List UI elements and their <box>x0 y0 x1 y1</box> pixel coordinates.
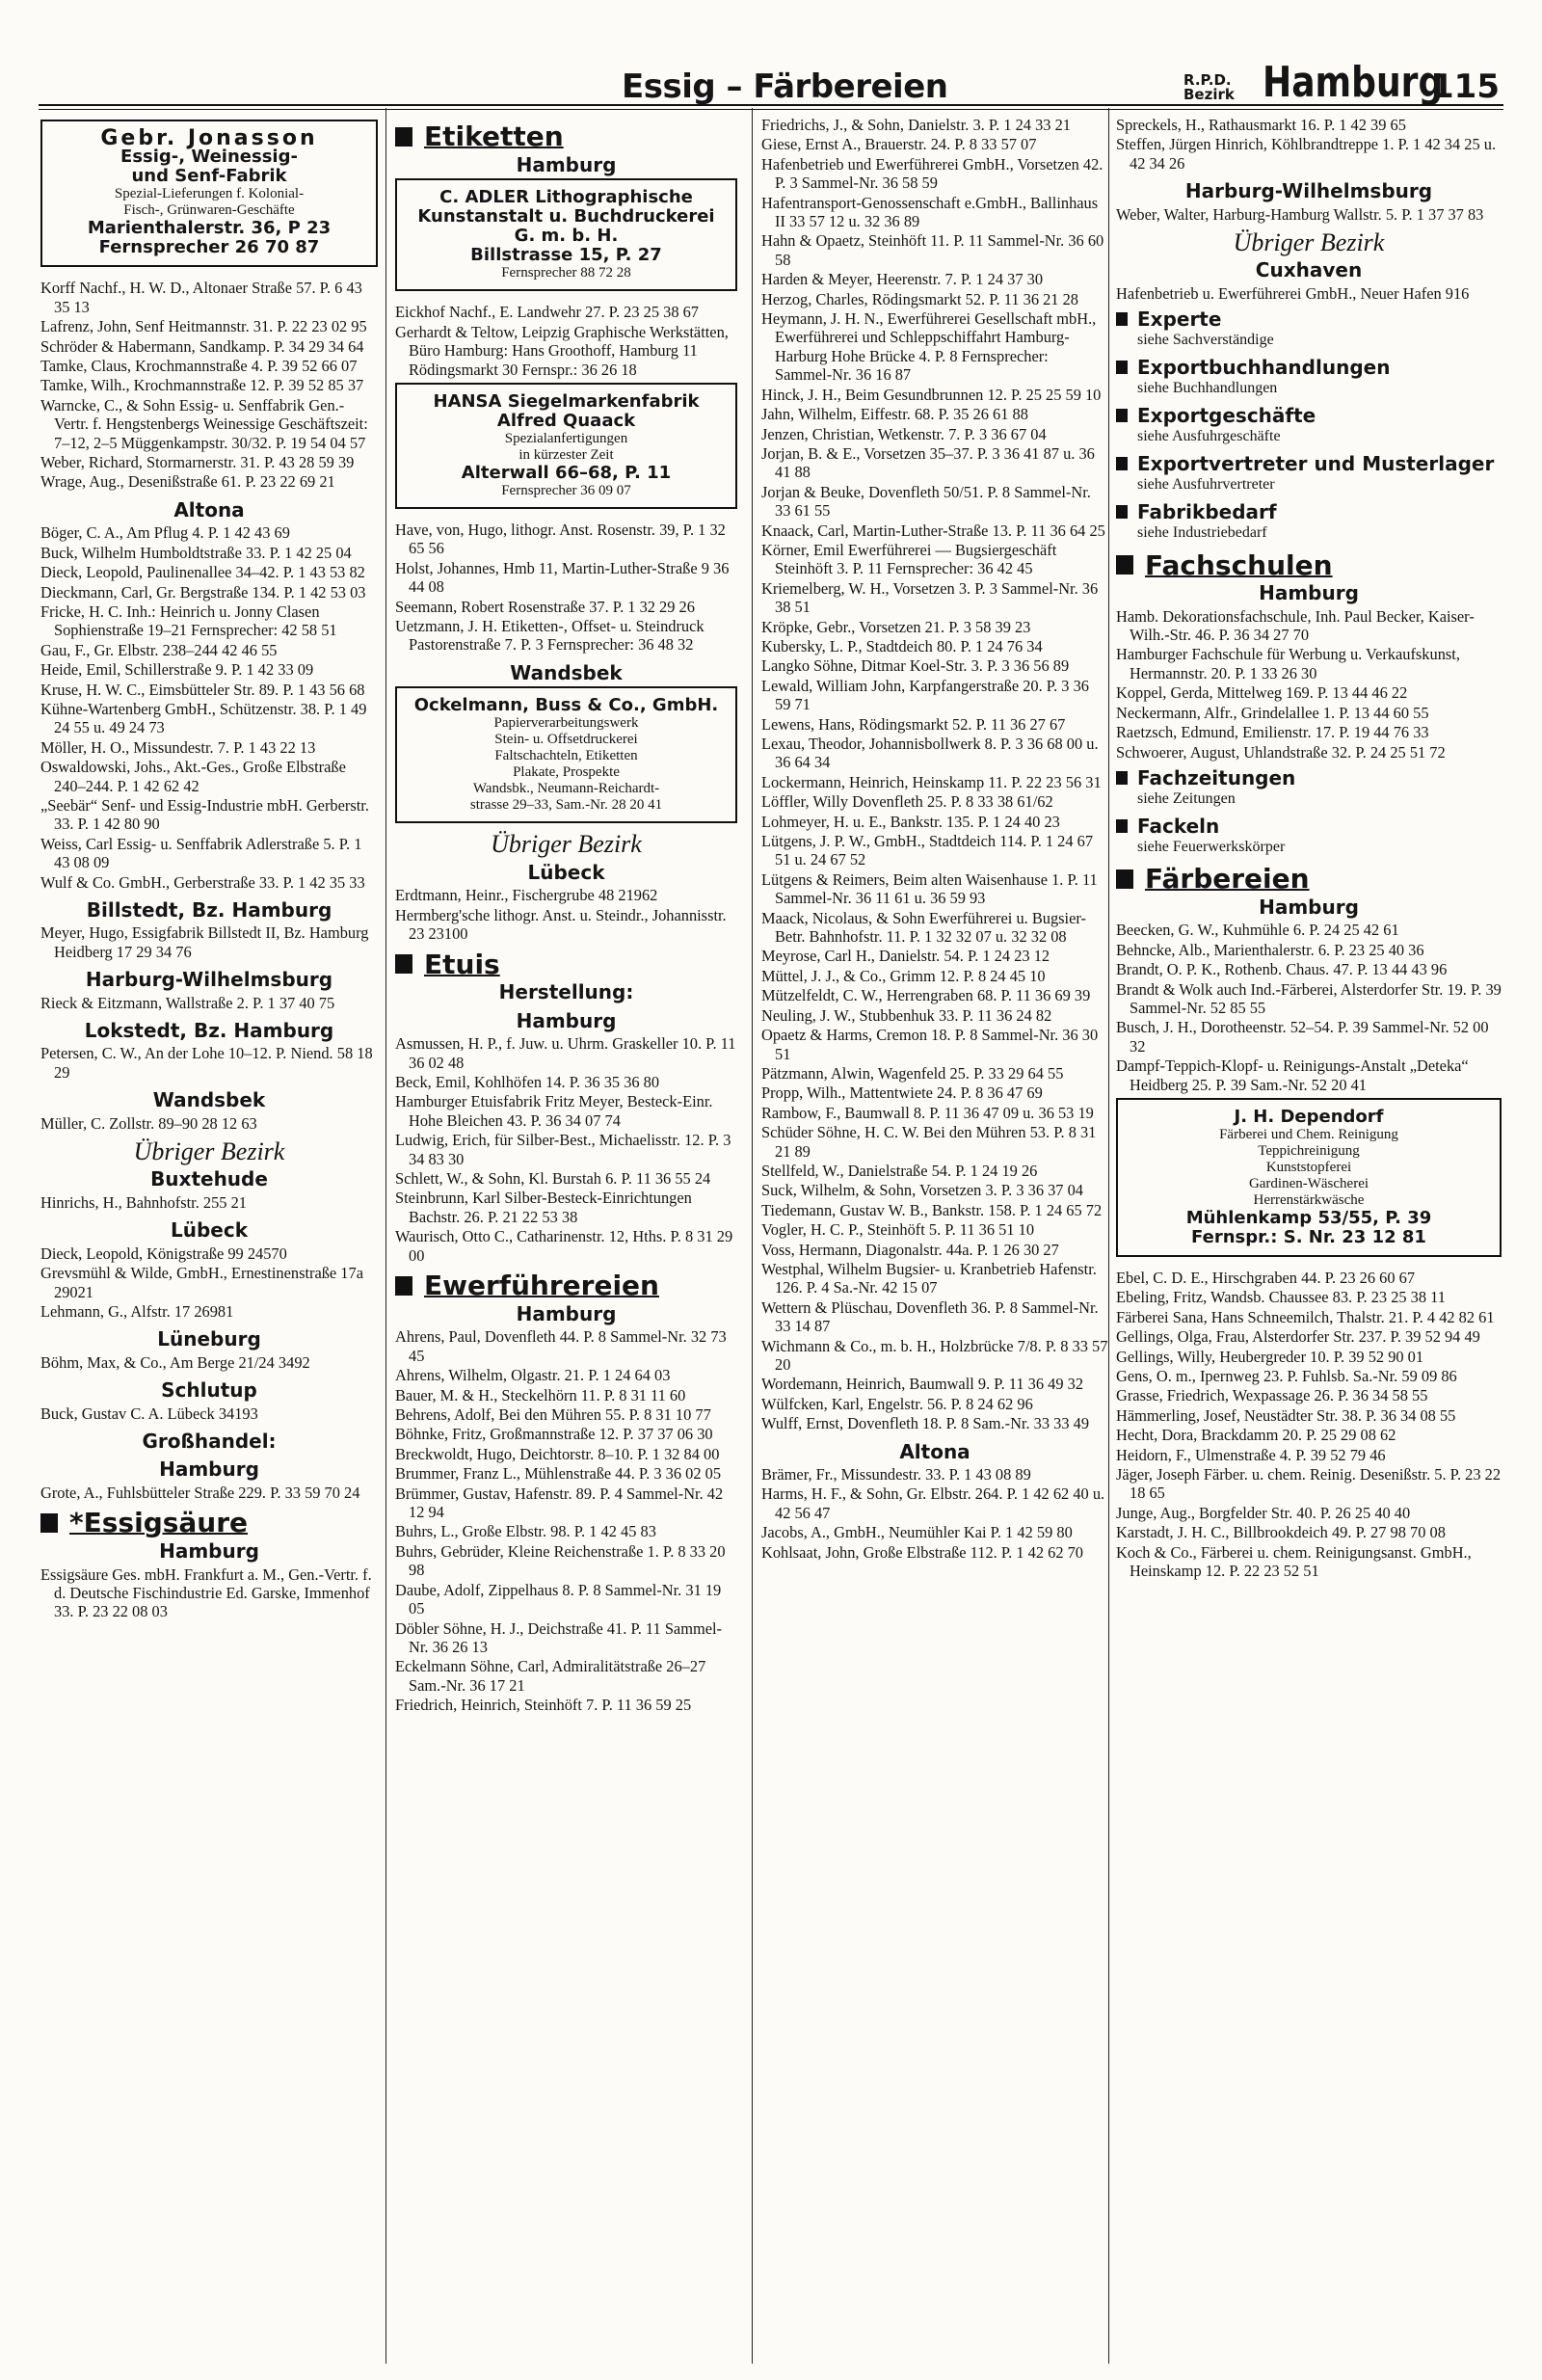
list-item: Spreckels, H., Rathausmarkt 16. P. 1 42 39 65 <box>1116 116 1406 134</box>
city-heading: Hamburg <box>516 1008 617 1032</box>
section-heading <box>395 948 737 980</box>
list-item: Daube, Adolf, Zippelhaus 8. P. 8 Sammel-Nr. 31 19 05 <box>395 1580 726 1618</box>
running-city: Hamburg <box>1263 58 1444 107</box>
section-heading <box>40 1507 378 1539</box>
section-heading <box>395 1270 737 1302</box>
list-item: Tiedemann, Gustav W. B., Bankstr. 158. P. 1 24 65 72 <box>761 1200 1103 1219</box>
list-item: Gerhardt & Teltow, Leipzig Graphische Werkstätten, Büro Hamburg: Hans Groothoff, Hamburg 11 Rödingsmarkt 30 Fernspr.: 36 26 18 <box>395 322 732 379</box>
list-item: Tamke, Wilh., Krochmannstraße 12. P. 39 52 85 37 <box>40 376 364 395</box>
ad-line: Färberei und Chem. Reinigung <box>1219 1126 1398 1142</box>
see-block <box>1137 816 1285 858</box>
section-heading <box>1116 863 1502 896</box>
bullet-square-icon <box>1116 409 1128 422</box>
list-item: Grevsmühl & Wilde, GmbH., Ernestinenstraße 17a 29021 <box>40 1264 368 1301</box>
subsection-heading: Herstellung: <box>498 980 634 1004</box>
list-item: Eckelmann Söhne, Carl, Admiralitätstraße 26–27 Sam.-Nr. 36 17 21 <box>395 1657 710 1695</box>
list-item: Müller, C. Zollstr. 89–90 28 12 63 <box>40 1113 257 1133</box>
list-item: Jacobs, A., GmbH., Neumühler Kai P. 1 42 59 80 <box>761 1523 1073 1542</box>
ad-line: in kürzester Zeit <box>518 447 614 464</box>
see-reference <box>1116 816 1502 858</box>
list-item: Schüder Söhne, H. C. W. Bei den Mühren 53. P. 8 31 21 89 <box>761 1123 1101 1161</box>
see-reference <box>1116 453 1502 495</box>
list-item: Beck, Emil, Kohlhöfen 14. P. 36 35 36 80 <box>395 1072 660 1091</box>
list-item: Stellfeld, W., Danielstraße 54. P. 1 24 19 26 <box>761 1161 1038 1180</box>
ad-line: Spezialanfertigungen <box>504 431 628 447</box>
list-item: Ludwig, Erich, für Silber-Best., Michaelisstr. 12. P. 3 34 83 30 <box>395 1131 735 1168</box>
see-block <box>1137 767 1295 810</box>
list-item: Lockermann, Heinrich, Heinskamp 11. P. 22 23 56 31 <box>761 772 1102 791</box>
list-item: Gellings, Willy, Heubergreder 10. P. 39 52 90 01 <box>1116 1347 1424 1366</box>
list-item: Friedrich, Heinrich, Steinhöft 7. P. 11 36 59 25 <box>395 1696 692 1715</box>
advert-jonasson <box>40 120 378 267</box>
list-item: Oswaldowski, Johs., Akt.-Ges., Große Elbstraße 240–244. P. 1 42 62 42 <box>40 758 350 795</box>
list-item: Kühne-Wartenberg GmbH., Schützenstr. 38. P. 1 49 24 55 u. 49 24 73 <box>40 699 371 737</box>
section-title: *Essigsäure <box>69 1507 249 1539</box>
ad-line: Faltschachteln, Etiketten <box>494 748 638 764</box>
see-title: Fachzeitungen <box>1137 765 1296 789</box>
list-item: Ebeling, Fritz, Wandsb. Chaussee 83. P. 23 25 38 11 <box>1116 1288 1446 1307</box>
ad-line: strasse 29–33, Sam.-Nr. 28 20 41 <box>469 797 663 814</box>
ad-line: Spezial-Lieferungen f. Kolonial- <box>114 186 305 202</box>
list-item: „Seebär“ Senf- und Essig-Industrie mbH. Gerberstr. 33. P. 1 42 80 90 <box>40 795 374 834</box>
list-item: Ahrens, Wilhelm, Olgastr. 21. P. 1 24 64 03 <box>395 1366 671 1385</box>
see-reference <box>1116 501 1502 544</box>
list-item: Eickhof Nachf., E. Landwehr 27. P. 23 25 38 67 <box>395 303 699 322</box>
list-item: Erdtmann, Heinr., Fischergrube 48 21962 <box>395 886 658 905</box>
city-heading: Hamburg <box>159 1457 259 1482</box>
list-item: Wrage, Aug., Desenißstraße 61. P. 23 22 69 21 <box>40 472 335 492</box>
list-item: Meyer, Hugo, Essigfabrik Billstedt II, Bz. Hamburg Heidberg 17 29 34 76 <box>40 923 373 961</box>
see-title: Fackeln <box>1137 814 1220 838</box>
ad-line: Fernspr.: S. Nr. 23 12 81 <box>1191 1226 1426 1247</box>
list-item: Jenzen, Christian, Wetkenstr. 7. P. 3 36 67 04 <box>761 424 1047 443</box>
city-heading: Hamburg <box>516 1302 617 1325</box>
list-item: Friedrichs, J., & Sohn, Danielstr. 3. P. 1 24 33 21 <box>761 116 1071 134</box>
bullet-square-icon <box>1116 361 1128 374</box>
see-title: Experte <box>1137 308 1222 332</box>
list-item: Waurisch, Otto C., Catharinenstr. 12, Hths. P. 8 31 29 00 <box>395 1227 737 1265</box>
column-1 <box>40 116 378 1622</box>
list-item: Heide, Emil, Schillerstraße 9. P. 1 42 33 09 <box>40 660 314 680</box>
bullet-square-icon <box>1116 869 1133 889</box>
ad-line: C. ADLER Lithographische <box>439 187 693 208</box>
list-item: Rieck & Eitzmann, Wallstraße 2. P. 1 37 40 75 <box>40 993 335 1012</box>
list-item: Heidorn, F., Ulmenstraße 4. P. 39 52 79 46 <box>1116 1445 1386 1464</box>
region-heading: Übriger Bezirk <box>491 830 642 859</box>
list-item: Jorjan, B. & E., Vorsetzen 35–37. P. 3 36 41 87 u. 36 41 88 <box>761 443 1099 482</box>
list-item: Have, von, Hugo, lithogr. Anst. Rosenstr. 39, P. 1 32 65 56 <box>395 521 730 558</box>
advert-ockelmann <box>395 686 737 823</box>
list-item: Hafenbetrieb und Ewerführerei GmbH., Vorsetzen 42. P. 3 Sammel-Nr. 36 58 59 <box>761 154 1107 193</box>
list-item: Jorjan & Beuke, Dovenfleth 50/51. P. 8 Sammel-Nr. 33 61 55 <box>761 482 1095 521</box>
list-item: Tamke, Claus, Krochmannstraße 4. P. 39 52 66 07 <box>40 357 358 376</box>
ad-line: Marienthalerstr. 36, P 23 <box>87 218 332 239</box>
section-heading <box>1116 548 1502 581</box>
see-text: siehe Zeitungen <box>1137 789 1236 807</box>
list-item: Dieck, Leopold, Paulinenallee 34–42. P. 1 43 53 82 <box>40 563 365 582</box>
ad-line: Ockelmann, Buss & Co., GmbH. <box>413 695 719 716</box>
list-item: Brümmer, Gustav, Hafenstr. 89. P. 4 Sammel-Nr. 42 12 94 <box>395 1484 728 1522</box>
list-item: Wulff, Ernst, Dovenfleth 18. P. 8 Sam.-Nr. 33 33 49 <box>761 1414 1090 1433</box>
city-heading: Billstedt, Bz. Hamburg <box>86 898 332 922</box>
list-item: Propp, Wilh., Mattentwiete 24. P. 8 36 47 69 <box>761 1083 1043 1103</box>
rpd-label <box>1183 73 1235 102</box>
bullet-square-icon <box>1116 819 1128 833</box>
list-item: Weber, Walter, Harburg-Hamburg Wallstr. 5. P. 1 37 37 83 <box>1116 204 1484 224</box>
section-heading <box>395 120 737 153</box>
list-item: Buhrs, L., Große Elbstr. 98. P. 1 42 45 83 <box>395 1522 656 1541</box>
ad-line: Gardinen-Wäscherei <box>1248 1175 1369 1191</box>
list-item: Hinck, J. H., Beim Gesundbrunnen 12. P. 25 25 59 10 <box>761 385 1102 404</box>
ad-line: Teppichreinigung <box>1258 1142 1360 1159</box>
list-item: Voss, Hermann, Diagonalstr. 44a. P. 1 26 30 27 <box>761 1240 1059 1259</box>
city-heading: Cuxhaven <box>1255 258 1363 282</box>
list-item: Löffler, Willy Dovenfleth 25. P. 8 33 38 61/62 <box>761 792 1053 812</box>
city-heading: Harburg-Wilhelmsburg <box>1184 179 1433 203</box>
list-item: Brandt, O. P. K., Rothenb. Chaus. 47. P. 13 44 43 96 <box>1116 960 1448 979</box>
list-item: Brämer, Fr., Missundestr. 33. P. 1 43 08 89 <box>761 1465 1031 1484</box>
list-item: Grote, A., Fuhlsbütteler Straße 229. P. 33 59 70 24 <box>40 1483 360 1502</box>
list-item: Giese, Ernst A., Brauerstr. 24. P. 8 33 57 07 <box>761 135 1037 154</box>
ad-line: Gebr. Jonasson <box>100 126 318 150</box>
city-heading: Lokstedt, Bz. Hamburg <box>84 1019 334 1043</box>
ad-line: J. H. Dependorf <box>1234 1106 1384 1127</box>
list-item: Böhm, Max, & Co., Am Berge 21/24 3492 <box>40 1352 310 1372</box>
subsection-heading: Großhandel: <box>142 1429 277 1453</box>
ad-line: Herrenstärkwäsche <box>1253 1191 1365 1208</box>
list-item: Gens, O. m., Ipernweg 23. P. Fuhlsb. Sa.-Nr. 59 09 86 <box>1116 1367 1457 1385</box>
region-heading: Übriger Bezirk <box>1233 228 1385 257</box>
ad-line: HANSA Siegelmarkenfabrik <box>433 391 700 413</box>
city-heading: Altona <box>899 1439 970 1463</box>
list-item: Buck, Gustav C. A. Lübeck 34193 <box>40 1404 258 1423</box>
ad-line: Kunstanstalt u. Buchdruckerei <box>417 206 715 227</box>
bullet-square-icon <box>1116 457 1128 470</box>
column-divider <box>752 108 753 2364</box>
list-item: Hamburger Etuisfabrik Fritz Meyer, Besteck-Einr. Hohe Bleichen 43. P. 36 34 07 74 <box>395 1092 717 1130</box>
list-item: Busch, J. H., Dorotheenstr. 52–54. P. 39 Sammel-Nr. 52 00 32 <box>1116 1018 1493 1056</box>
list-item: Fricke, H. C. Inh.: Heinrich u. Jonny Clasen Sophienstraße 19–21 Fernsprecher: 42 58 51 <box>40 602 337 640</box>
section-title: Fachschulen <box>1145 548 1333 581</box>
list-item: Lewens, Hans, Rödingsmarkt 52. P. 11 36 27 67 <box>761 714 1066 734</box>
advert-hansa <box>395 383 737 509</box>
list-item: Wettern & Plüschau, Dovenfleth 36. P. 8 Sammel-Nr. 33 14 87 <box>761 1297 1103 1336</box>
list-item: Maack, Nicolaus, & Sohn Ewerführerei u. Bugsier-Betr. Bahnhofstr. 11. P. 1 32 32 07 u. 32 32 08 <box>761 908 1086 947</box>
list-item: Döbler Söhne, H. J., Deichstraße 41. P. 11 Sammel-Nr. 36 26 13 <box>395 1618 722 1656</box>
list-item: Gellings, Olga, Frau, Alsterdorfer Str. 237. P. 39 52 94 49 <box>1116 1327 1480 1347</box>
list-item: Lütgens, J. P. W., GmbH., Stadtdeich 114. P. 1 24 67 51 u. 24 67 52 <box>761 832 1098 869</box>
column-2 <box>395 116 740 1716</box>
column-divider <box>1108 108 1109 2364</box>
list-item: Wichmann & Co., m. b. H., Holzbrücke 7/8. P. 8 33 57 20 <box>761 1336 1112 1374</box>
list-item: Hermberg'sche lithogr. Anst. u. Steindr., Johannisstr. 23 23100 <box>395 905 731 943</box>
ad-line: Plakate, Prospekte <box>513 764 620 781</box>
see-block <box>1137 453 1494 495</box>
list-item: Holst, Johannes, Hmb 11, Martin-Luther-Straße 9 36 44 08 <box>395 558 733 597</box>
list-item: Kruse, H. W. C., Eimsbütteler Str. 89. P. 1 43 56 68 <box>40 680 365 699</box>
list-item: Herzog, Charles, Rödingsmarkt 52. P. 11 36 21 28 <box>761 289 1078 308</box>
list-item: Hamburger Fachschule für Werbung u. Verkaufskunst, Hermannstr. 20. P. 1 33 26 30 <box>1116 645 1465 682</box>
header-rule-top <box>39 104 1503 106</box>
list-item: Steffen, Jürgen Hinrich, Köhlbrandtreppe 1. P. 1 42 34 25 u. 42 34 26 <box>1116 135 1501 173</box>
city-heading: Hamburg <box>159 1539 259 1564</box>
list-item: Kohlsaat, John, Große Elbstraße 112. P. 1 42 62 70 <box>761 1542 1083 1562</box>
list-item: Breckwoldt, Hugo, Deichtorstr. 8–10. P. 1 32 84 00 <box>395 1444 720 1463</box>
list-item: Westphal, Wilhelm Bugsier- u. Kranbetrieb Hafenstr. 126. P. 4 Sa.-Nr. 42 15 07 <box>761 1259 1101 1297</box>
list-item: Opaetz & Harms, Cremon 18. P. 8 Sammel-Nr. 36 30 51 <box>761 1026 1103 1063</box>
list-item: Seemann, Robert Rosenstraße 37. P. 1 32 29 26 <box>395 597 695 616</box>
region-heading: Übriger Bezirk <box>133 1137 285 1166</box>
list-item: Mützelfeldt, C. W., Herrengraben 68. P. 11 36 69 39 <box>761 986 1091 1005</box>
column-3 <box>761 116 1112 1563</box>
list-item: Langko Söhne, Ditmar Koel-Str. 3. P. 3 36 56 89 <box>761 656 1070 676</box>
city-heading: Schlutup <box>161 1378 257 1403</box>
list-item: Warncke, C., & Sohn Essig- u. Senffabrik Gen.-Vertr. f. Hengstenbergs Weinessige Geschäftszeit: 7–12, 2–5 Müggenkampstr. 30/32. P. 19 54 04 57 <box>40 395 372 452</box>
list-item: Lewald, William John, Karpfangerstraße 20. P. 3 36 59 71 <box>761 676 1094 714</box>
list-item: Karstadt, J. H. C., Billbrookdeich 49. P. 27 98 70 08 <box>1116 1523 1446 1542</box>
list-item: Böhnke, Fritz, Großmannstraße 12. P. 37 37 06 30 <box>395 1425 713 1444</box>
header-rule-bottom <box>39 109 1503 110</box>
list-item: Beecken, G. W., Kuhmühle 6. P. 24 25 42 61 <box>1116 921 1399 940</box>
ad-line: Billstrasse 15, P. 27 <box>470 245 662 266</box>
list-item: Buhrs, Gebrüder, Kleine Reichenstraße 1. P. 8 33 20 98 <box>395 1541 730 1580</box>
list-item: Ahrens, Paul, Dovenfleth 44. P. 8 Sammel-Nr. 32 73 45 <box>395 1327 731 1365</box>
list-item: Kubersky, L. P., Stadtdeich 80. P. 1 24 76 34 <box>761 636 1043 655</box>
list-item: Ebel, C. D. E., Hirschgraben 44. P. 23 26 60 67 <box>1116 1268 1416 1287</box>
list-item: Hämmerling, Josef, Neustädter Str. 38. P. 36 34 08 55 <box>1116 1405 1456 1425</box>
see-reference <box>1116 767 1502 810</box>
see-text: siehe Buchhandlungen <box>1137 380 1278 397</box>
list-item: Weber, Richard, Stormarnerstr. 31. P. 43 28 59 39 <box>40 453 355 472</box>
list-item: Rambow, F., Baumwall 8. P. 11 36 47 09 u. 36 53 19 <box>761 1103 1094 1122</box>
ad-line: Alterwall 66–68, P. 11 <box>461 463 672 484</box>
see-reference <box>1116 308 1502 351</box>
city-heading: Altona <box>173 497 245 521</box>
bullet-square-icon <box>1116 771 1128 785</box>
advert-dependorf <box>1116 1098 1502 1257</box>
list-item: Dieck, Leopold, Königstraße 99 24570 <box>40 1243 287 1263</box>
list-item: Jahn, Wilhelm, Eiffestr. 68. P. 35 26 61 88 <box>761 405 1028 424</box>
list-item: Harden & Meyer, Heerenstr. 7. P. 1 24 37 30 <box>761 270 1044 289</box>
city-heading: Hamburg <box>1259 581 1359 605</box>
ad-line: Essig-, Weinessig- <box>120 147 298 168</box>
list-item: Lohmeyer, H. u. E., Bankstr. 135. P. 1 24 40 23 <box>761 812 1060 831</box>
list-item: Neckermann, Alfr., Grindelallee 1. P. 13 44 60 55 <box>1116 703 1429 722</box>
list-item: Grasse, Friedrich, Wexpassage 26. P. 36 34 58 55 <box>1116 1386 1428 1405</box>
see-text: siehe Feuerwerkskörper <box>1137 838 1286 855</box>
list-item: Hafenbetrieb u. Ewerführerei GmbH., Neuer Hafen 916 <box>1116 283 1470 303</box>
list-item: Brummer, Franz L., Mühlenstraße 44. P. 3 36 02 05 <box>395 1464 722 1484</box>
see-block <box>1137 357 1390 399</box>
list-item: Färberei Sana, Hans Schneemilch, Thalstr. 21. P. 4 42 82 61 <box>1116 1307 1495 1326</box>
list-item: Kröpke, Gebr., Vorsetzen 21. P. 3 58 39 23 <box>761 617 1031 636</box>
list-item: Meyrose, Carl H., Danielstr. 54. P. 1 24 23 12 <box>761 947 1050 966</box>
list-item: Neuling, J. W., Stubbenhuk 33. P. 11 36 24 82 <box>761 1005 1052 1025</box>
bullet-square-icon <box>395 127 412 147</box>
bullet-square-icon <box>1116 555 1133 575</box>
list-item: Weiss, Carl Essig- u. Senffabrik Adlerstraße 5. P. 1 43 08 09 <box>40 834 366 872</box>
list-item: Buck, Wilhelm Humboldtstraße 33. P. 1 42 25 04 <box>40 543 352 562</box>
ad-line: und Senf-Fabrik <box>131 166 287 187</box>
list-item: Müttel, J. J., & Co., Grimm 12. P. 8 24 45 10 <box>761 966 1046 985</box>
bullet-square-icon <box>40 1513 58 1533</box>
see-title: Fabrikbedarf <box>1137 500 1277 524</box>
list-item: Hahn & Opaetz, Steinhöft 11. P. 11 Sammel-Nr. 36 60 58 <box>761 231 1108 269</box>
page-header <box>29 60 1513 108</box>
list-item: Behrens, Adolf, Bei den Mühren 55. P. 8 31 10 77 <box>395 1405 711 1425</box>
list-item: Korff Nachf., H. W. D., Altonaer Straße 57. P. 6 43 35 13 <box>40 279 366 316</box>
see-block <box>1137 308 1274 351</box>
bullet-square-icon <box>395 954 412 974</box>
list-item: Schröder & Habermann, Sandkamp. P. 34 29 34 64 <box>40 336 364 356</box>
ad-line: Stein- u. Offsetdruckerei <box>494 732 638 748</box>
rpd-text: R.P.D. <box>1183 71 1232 89</box>
bullet-square-icon <box>1116 505 1128 519</box>
see-text: siehe Ausfuhrgeschäfte <box>1137 428 1281 445</box>
list-item: Hamb. Dekorationsfachschule, Inh. Paul Becker, Kaiser-Wilh.-Str. 46. P. 36 34 27 70 <box>1116 606 1475 645</box>
ad-line: Fernsprecher 88 72 28 <box>501 265 631 281</box>
list-item: Asmussen, H. P., f. Juw. u. Uhrm. Graskeller 10. P. 11 36 02 48 <box>395 1034 740 1072</box>
ad-line: Alfred Quaack <box>496 411 636 432</box>
list-item: Vogler, H. C. P., Steinhöft 5. P. 11 36 51 10 <box>761 1220 1035 1240</box>
list-item: Hafentransport-Genossenschaft e.GmbH., Ballinhaus II 33 57 12 u. 32 36 89 <box>761 193 1103 231</box>
section-title: Färbereien <box>1145 863 1310 896</box>
list-item: Uetzmann, J. H. Etiketten-, Offset- u. Steindruck Pastorenstraße 7. P. 3 Fernsprecher: 36 48 32 <box>395 617 708 655</box>
list-item: Kriemelberg, W. H., Vorsetzen 3. P. 3 Sammel-Nr. 36 38 51 <box>761 578 1103 617</box>
list-item: Jäger, Joseph Färber. u. chem. Reinig. Desenißstr. 5. P. 23 22 18 65 <box>1116 1465 1505 1503</box>
list-item: Behncke, Alb., Marienthalerstr. 6. P. 23 25 40 36 <box>1116 940 1424 959</box>
city-heading: Harburg-Wilhelmsburg <box>85 968 333 992</box>
list-item: Pätzmann, Alwin, Wagenfeld 25. P. 33 29 64 55 <box>761 1063 1064 1083</box>
see-text: siehe Industriebedarf <box>1137 524 1267 542</box>
city-heading: Wandsbek <box>510 660 623 684</box>
ad-line: Mühlenkamp 53/55, P. 39 <box>1185 1207 1432 1228</box>
list-item: Knaack, Carl, Martin-Luther-Straße 13. P. 11 36 64 25 <box>761 521 1105 540</box>
list-item: Schwoerer, August, Uhlandstraße 32. P. 24 25 51 72 <box>1116 742 1446 762</box>
city-heading: Buxtehude <box>150 1167 268 1191</box>
list-item: Lütgens & Reimers, Beim alten Waisenhause 1. P. 11 Sammel-Nr. 36 11 61 u. 36 59 93 <box>761 869 1102 908</box>
list-item: Brandt & Wolk auch Ind.-Färberei, Alsterdorfer Str. 19. P. 39 Sammel-Nr. 52 85 55 <box>1116 979 1505 1017</box>
city-heading: Lübeck <box>527 860 605 884</box>
list-item: Lafrenz, John, Senf Heitmannstr. 31. P. 22 23 02 95 <box>40 317 367 336</box>
section-title: Etuis <box>424 948 500 980</box>
city-heading: Hamburg <box>1259 895 1359 919</box>
list-item: Essigsäure Ges. mbH. Frankfurt a. M., Gen.-Vertr. f. d. Deutsche Fischindustrie Ed. Garske, Immenhof 33. P. 23 22 08 03 <box>40 1564 376 1621</box>
see-block <box>1137 501 1277 544</box>
list-item: Böger, C. A., Am Pflug 4. P. 1 42 43 69 <box>40 523 290 543</box>
ad-line: Fernsprecher 36 09 07 <box>501 483 631 499</box>
list-item: Wülfcken, Karl, Engelstr. 56. P. 8 24 62 96 <box>761 1394 1033 1413</box>
list-item: Raetzsch, Edmund, Emilienstr. 17. P. 19 44 76 33 <box>1116 723 1429 742</box>
section-title: Etiketten <box>424 120 564 153</box>
bullet-square-icon <box>395 1276 412 1296</box>
see-title: Exportgeschäfte <box>1137 404 1316 428</box>
list-item: Dieckmann, Carl, Gr. Bergstraße 134. P. 1 42 53 03 <box>40 582 366 602</box>
list-item: Steinbrunn, Karl Silber-Besteck-Einrichtungen Bachstr. 26. P. 21 22 53 38 <box>395 1189 696 1226</box>
list-item: Schlett, W., & Sohn, Kl. Burstah 6. P. 11 36 55 24 <box>395 1168 711 1188</box>
advert-adler <box>395 178 737 291</box>
ad-line: G. m. b. H. <box>514 226 619 247</box>
page-number: 115 <box>1431 67 1500 106</box>
list-item: Körner, Emil Ewerführerei — Bugsiergeschäft Steinhöft 3. P. 11 Fernsprecher: 36 42 45 <box>761 540 1061 578</box>
list-item: Suck, Wilhelm, & Sohn, Vorsetzen 3. P. 3 36 37 04 <box>761 1181 1083 1200</box>
list-item: Möller, H. O., Missundestr. 7. P. 1 43 22 13 <box>40 737 316 757</box>
list-item: Dampf-Teppich-Klopf- u. Reinigungs-Anstalt „Deteka“ Heidberg 25. P. 39 Sam.-Nr. 52 20 41 <box>1116 1056 1473 1094</box>
list-item: Lexau, Theodor, Johannisbollwerk 8. P. 3 36 68 00 u. 36 64 34 <box>761 735 1103 772</box>
see-reference <box>1116 357 1502 399</box>
list-item: Wulf & Co. GmbH., Gerberstraße 33. P. 1 42 35 33 <box>40 872 365 892</box>
list-item: Gau, F., Gr. Elbstr. 238–244 42 46 55 <box>40 640 278 659</box>
ad-line: Fisch-, Grünwaren-Geschäfte <box>123 202 295 219</box>
list-item: Petersen, C. W., An der Lohe 10–12. P. Niend. 58 18 29 <box>40 1044 377 1082</box>
city-heading: Lüneburg <box>157 1327 261 1351</box>
city-heading: Wandsbek <box>152 1088 266 1112</box>
ad-line: Kunststopferei <box>1265 1159 1352 1175</box>
ad-line: Papierverarbeitungswerk <box>493 715 639 732</box>
list-item: Wordemann, Heinrich, Baumwall 9. P. 11 36 49 32 <box>761 1375 1084 1394</box>
column-4 <box>1116 116 1505 1581</box>
see-reference <box>1116 405 1502 447</box>
list-item: Junge, Aug., Borgfelder Str. 40. P. 26 25 40 40 <box>1116 1503 1411 1522</box>
section-title: Ewerführereien <box>424 1270 659 1302</box>
see-title: Exportvertreter und Musterlager <box>1137 452 1495 476</box>
list-item: Lehmann, G., Alfstr. 17 26981 <box>40 1301 234 1321</box>
city-heading: Hamburg <box>516 153 617 176</box>
see-text: siehe Ausfuhrvertreter <box>1137 476 1275 494</box>
ad-line: Wandsbk., Neumann-Reichardt- <box>472 781 660 797</box>
list-item: Heymann, J. H. N., Ewerführerei Gesellschaft mbH., Ewerführerei und Schleppschiffahrt Hamburg-Harburg Hohe Brücke 4. P. 8 Fernsprecher: Sammel-Nr. 36 16 87 <box>761 309 1101 385</box>
city-heading: Lübeck <box>170 1218 249 1243</box>
list-item: Koch & Co., Färberei u. chem. Reinigungsanst. GmbH., Heinskamp 12. P. 22 23 52 51 <box>1116 1542 1476 1581</box>
see-block <box>1137 405 1316 447</box>
bullet-square-icon <box>1116 312 1128 326</box>
see-title: Exportbuchhandlungen <box>1137 356 1391 380</box>
list-item: Koppel, Gerda, Mittelweg 169. P. 13 44 46 22 <box>1116 683 1408 703</box>
list-item: Bauer, M. & H., Steckelhörn 11. P. 8 31 11 60 <box>395 1385 686 1404</box>
ad-line: Fernsprecher 26 70 87 <box>98 237 320 258</box>
see-text: siehe Sachverständige <box>1137 332 1274 349</box>
running-title: Essig – Färbereien <box>622 67 948 106</box>
list-item: Hinrichs, H., Bahnhofstr. 255 21 <box>40 1192 247 1212</box>
list-item: Hecht, Dora, Brackdamm 20. P. 25 29 08 62 <box>1116 1426 1396 1445</box>
list-item: Harms, H. F., & Sohn, Gr. Elbstr. 264. P. 1 42 62 40 u. 42 56 47 <box>761 1484 1109 1522</box>
bezirk-text: Bezirk <box>1183 86 1235 103</box>
